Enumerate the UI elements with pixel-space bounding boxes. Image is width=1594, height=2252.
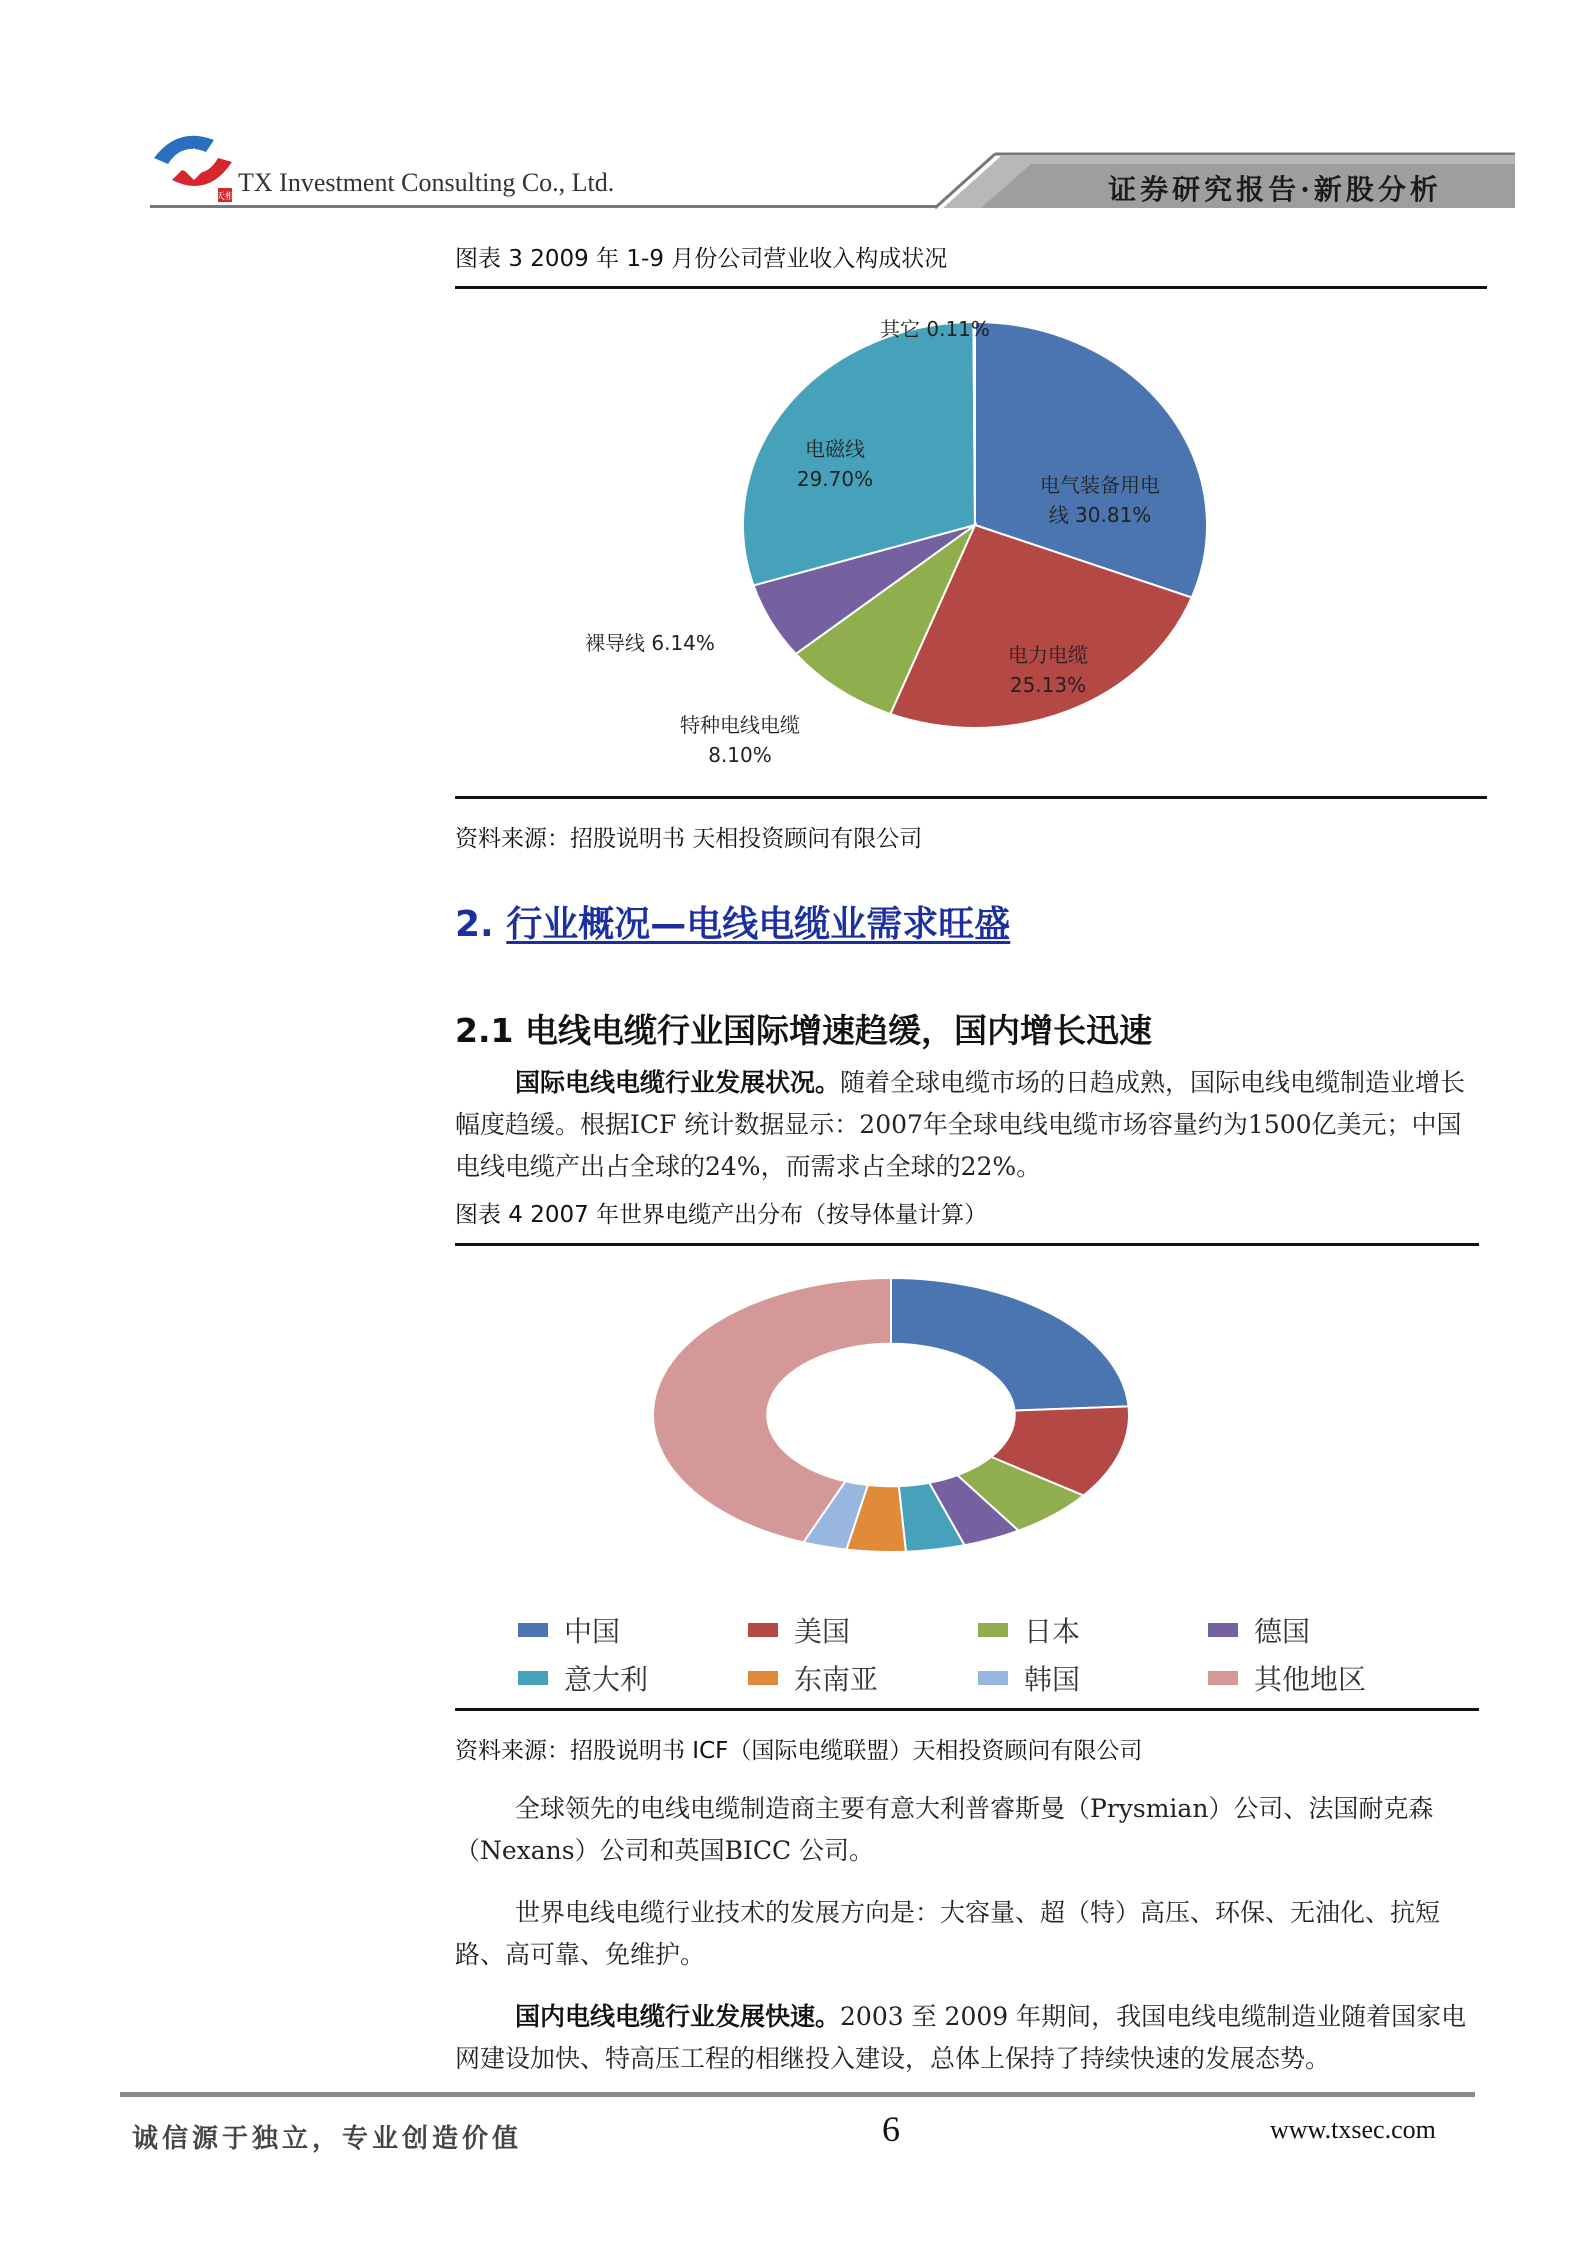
legend-label-1: 中国	[564, 1615, 621, 1648]
paragraph-international	[455, 1062, 1485, 1188]
legend-label-8: 其他地区	[1254, 1663, 1367, 1696]
legend-item-5	[518, 1658, 648, 1698]
pie1-label-special-cable-line2: 8.10%	[708, 743, 772, 767]
figure3-top-rule	[455, 286, 1487, 289]
pie1-label-magnet-wire-line1: 电磁线	[805, 437, 865, 461]
logo-seal-text: 天相	[215, 192, 235, 202]
paragraph-international-lead: 国际电线电缆行业发展状况。	[515, 1068, 841, 1097]
pie1-label-magnet-wire-line2: 29.70%	[796, 467, 874, 491]
legend-item-6	[748, 1658, 878, 1698]
subsection-heading: 2.1 电线电缆行业国际增速趋缓，国内增长迅速	[455, 1011, 1152, 1050]
chart-legend	[518, 1610, 1478, 1710]
pie1-label-other-text: 其它 0.11%	[880, 317, 990, 341]
footer-slogan: 诚信源于独立，专业创造价值	[132, 2124, 523, 2154]
figure4-bottom-rule	[455, 1708, 1479, 1711]
legend-swatch-1	[518, 1623, 548, 1637]
figure3-caption: 图表 3 2009 年 1-9 月份公司营业收入构成状况	[455, 246, 948, 272]
legend-label-3: 日本	[1024, 1615, 1081, 1648]
legend-label-5: 意大利	[564, 1663, 649, 1696]
legend-item-4	[1208, 1610, 1310, 1650]
footer-website[interactable]: www.txsec.com	[1270, 2115, 1436, 2144]
header-rule	[150, 205, 950, 208]
legend-swatch-2	[748, 1623, 778, 1637]
section-heading-link[interactable]: 行业概况—电线电缆业需求旺盛	[506, 904, 1011, 945]
figure4-top-rule	[455, 1243, 1479, 1246]
figure3-source: 资料来源：招股说明书 天相投资顾问有限公司	[455, 826, 923, 852]
paragraph-tech-direction: 世界电线电缆行业技术的发展方向是：大容量、超（特）高压、环保、无油化、抗短路、高可靠、免维护。	[455, 1898, 1441, 1969]
section-heading	[455, 896, 1010, 947]
pie1-label-bare-wire	[585, 628, 715, 658]
legend-item-3	[978, 1610, 1080, 1650]
paragraph-international-body: 随着全球电缆市场的日趋成熟，国际电线电缆制造业增长幅度趋缓。根据ICF 统计数据显示：2007年全球电线电缆市场容量约为1500亿美元；中国电线电缆产出占全球的24%，而需求占全球的22%。	[455, 1068, 1466, 1181]
figure4-caption: 图表 4 2007 年世界电缆产出分布（按导体量计算）	[455, 1202, 988, 1228]
pie1-label-power-cable-line1: 电力电缆	[1008, 643, 1088, 667]
pie1-label-special-cable	[650, 710, 830, 770]
legend-swatch-8	[1208, 1671, 1238, 1685]
paragraph-leading-makers: 全球领先的电线电缆制造商主要有意大利普睿斯曼（Prysmian）公司、法国耐克森（Nexans）公司和英国BICC 公司。	[455, 1794, 1434, 1865]
revenue-pie-chart	[455, 300, 1487, 790]
paragraph-domestic	[455, 1996, 1485, 2080]
pie1-label-bare-wire-text: 裸导线 6.14%	[585, 631, 715, 655]
pie1-label-magnet-wire	[770, 434, 900, 494]
legend-label-7: 韩国	[1024, 1663, 1081, 1696]
company-logo	[148, 118, 238, 208]
pie1-label-equipment-wire-line2: 线 30.81%	[1048, 503, 1152, 527]
legend-label-4: 德国	[1254, 1615, 1311, 1648]
legend-label-2: 美国	[794, 1615, 851, 1648]
pie1-label-other	[880, 314, 990, 344]
world-cable-output-donut-chart	[455, 1260, 1479, 1580]
legend-item-2	[748, 1610, 850, 1650]
pie1-label-power-cable-line2: 25.13%	[1009, 673, 1087, 697]
figure3-bottom-rule	[455, 796, 1487, 799]
legend-swatch-6	[748, 1671, 778, 1685]
paragraph-domestic-body: 2003 至 2009 年期间，我国电线电缆制造业随着国家电网建设加快、特高压工程的相继投入建设，总体上保持了持续快速的发展态势。	[455, 2002, 1467, 2073]
pie1-label-equipment-wire-line1: 电气装备用电	[1040, 473, 1160, 497]
legend-swatch-7	[978, 1671, 1008, 1685]
section-heading-number: 2.	[455, 904, 494, 945]
paragraph-domestic-lead: 国内电线电缆行业发展快速。	[515, 2002, 841, 2031]
pie1-label-power-cable	[958, 640, 1138, 700]
footer-rule	[120, 2092, 1475, 2097]
legend-swatch-4	[1208, 1623, 1238, 1637]
company-name: TX Investment Consulting Co., Ltd.	[238, 168, 615, 197]
donut-slice-1	[891, 1278, 1129, 1411]
legend-item-1	[518, 1610, 620, 1650]
legend-swatch-5	[518, 1671, 548, 1685]
legend-item-8	[1208, 1658, 1366, 1698]
pie1-label-equipment-wire	[1000, 470, 1200, 530]
legend-swatch-3	[978, 1623, 1008, 1637]
report-type-label: 证券研究报告·新股分析	[1108, 173, 1442, 206]
legend-item-7	[978, 1658, 1080, 1698]
legend-label-6: 东南亚	[794, 1663, 879, 1696]
pie1-label-special-cable-line1: 特种电线电缆	[680, 713, 800, 737]
figure4-source: 资料来源：招股说明书 ICF（国际电缆联盟）天相投资顾问有限公司	[455, 1738, 1143, 1764]
page-number: 6	[882, 2109, 900, 2149]
